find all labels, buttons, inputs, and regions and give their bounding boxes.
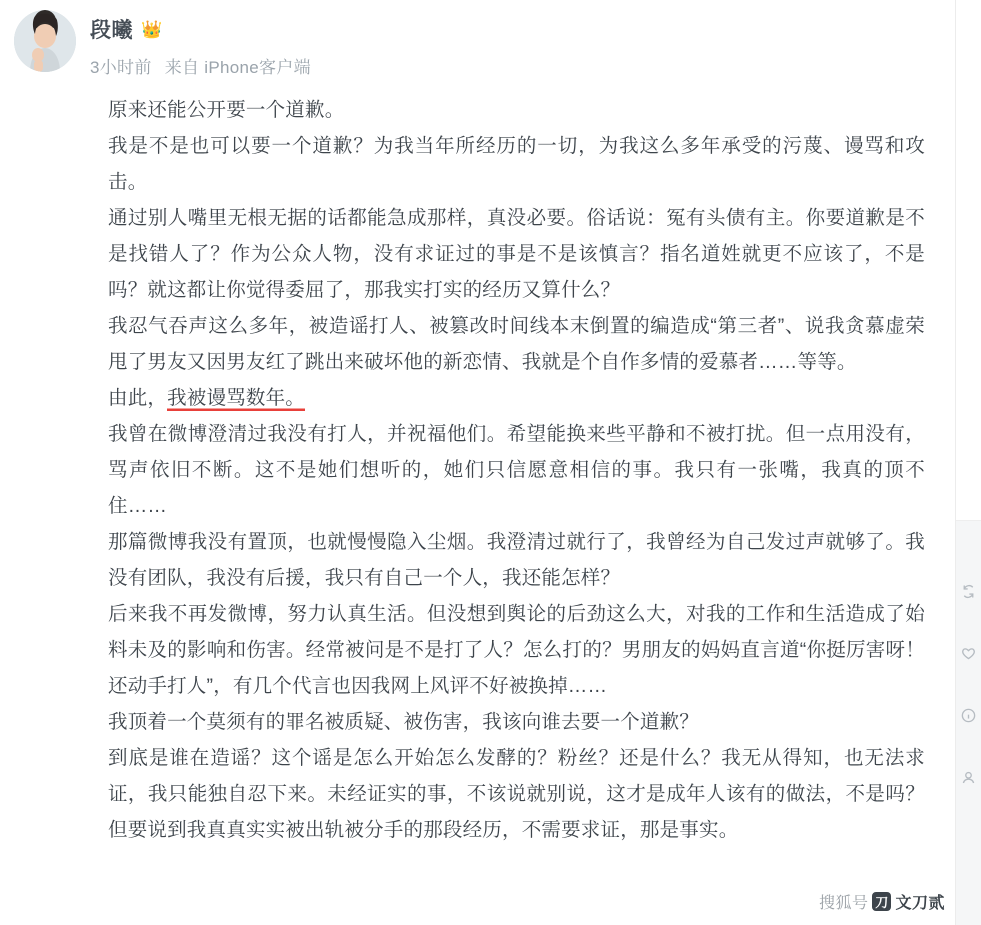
underlined-text: 我被谩骂数年。 [167, 387, 306, 409]
rail-upper-blank [956, 0, 981, 521]
author-name[interactable]: 段曦 [90, 19, 133, 42]
crown-icon: 👑 [141, 19, 163, 39]
repost-icon[interactable] [957, 560, 981, 622]
like-icon[interactable] [957, 622, 981, 684]
post-author-block [90, 10, 311, 78]
author-row [90, 14, 311, 44]
watermark-logo-icon: 刀 [872, 892, 891, 911]
profile-icon[interactable] [957, 746, 981, 808]
watermark-account: 文刀贰 [895, 895, 945, 912]
post-time: 3小时前 [90, 58, 152, 77]
watermark [819, 890, 945, 913]
post-meta [90, 53, 311, 78]
post-paragraph: 到底是谁在造谣？这个谣是怎么开始怎么发酵的？粉丝？还是什么？我无从得知，也无法求证，我只能独自忍下来。未经证实的事，不该说就别说，这才是成年人该有的做法，不是吗？但要说到我真真实实被出轨被分手的那段经历，不需要求证，那是事实。 [108, 747, 925, 841]
post-paragraph: 我是不是也可以要一个道歉？为我当年所经历的一切，为我这么多年承受的污蔑、谩骂和攻击。 [108, 135, 925, 193]
post-paragraph: 那篇微博我没有置顶，也就慢慢隐入尘烟。我澄清过就行了，我曾经为自己发过声就够了。我没有团队，我没有后援，我只有自己一个人，我还能怎样？ [108, 531, 925, 589]
post-paragraph: 后来我不再发微博，努力认真生活。但没想到舆论的后劲这么大，对我的工作和生活造成了始料未及的影响和伤害。经常被问是不是打了人？怎么打的？男朋友的妈妈直言道“你挺厉害呀！还动手打人”，有几个代言也因我网上风评不好被换掉…… [108, 603, 925, 697]
info-icon[interactable] [957, 684, 981, 746]
post-paragraph-highlighted [108, 380, 925, 416]
avatar[interactable] [14, 10, 76, 72]
post-paragraph: 通过别人嘴里无根无据的话都能急成那样，真没必要。俗话说：冤有头债有主。你要道歉是不是找错人了？作为公众人物，没有求证过的事是不是该慎言？指名道姓就更不应该了，不是吗？就这都让你觉得委屈了，那我实打实的经历又算什么？ [108, 207, 925, 301]
highlight-prefix: 由此， [108, 387, 168, 409]
post-paragraph: 我曾在微博澄清过我没有打人，并祝福他们。希望能换来些平静和不被打扰。但一点用没有，骂声依旧不断。这不是她们想听的，她们只信愿意相信的事。我只有一张嘴，我真的顶不住…… [108, 423, 925, 517]
post-paragraph: 原来还能公开要一个道歉。 [108, 99, 345, 121]
watermark-platform: 搜狐号 [818, 895, 869, 912]
right-action-rail [955, 0, 981, 925]
rail-icon-list [956, 560, 981, 808]
post-source[interactable]: 来自 iPhone客户端 [164, 58, 311, 77]
post-content [0, 78, 955, 848]
post-paragraph: 我顶着一个莫须有的罪名被质疑、被伤害，我该向谁去要一个道歉？ [108, 711, 700, 733]
post-header [0, 0, 955, 78]
post-paragraph: 我忍气吞声这么多年，被造谣打人、被篡改时间线本末倒置的编造成“第三者”、说我贪慕虚荣甩了男友又因男友红了跳出来破坏他的新恋情、我就是个自作多情的爱慕者……等等。 [108, 315, 925, 373]
